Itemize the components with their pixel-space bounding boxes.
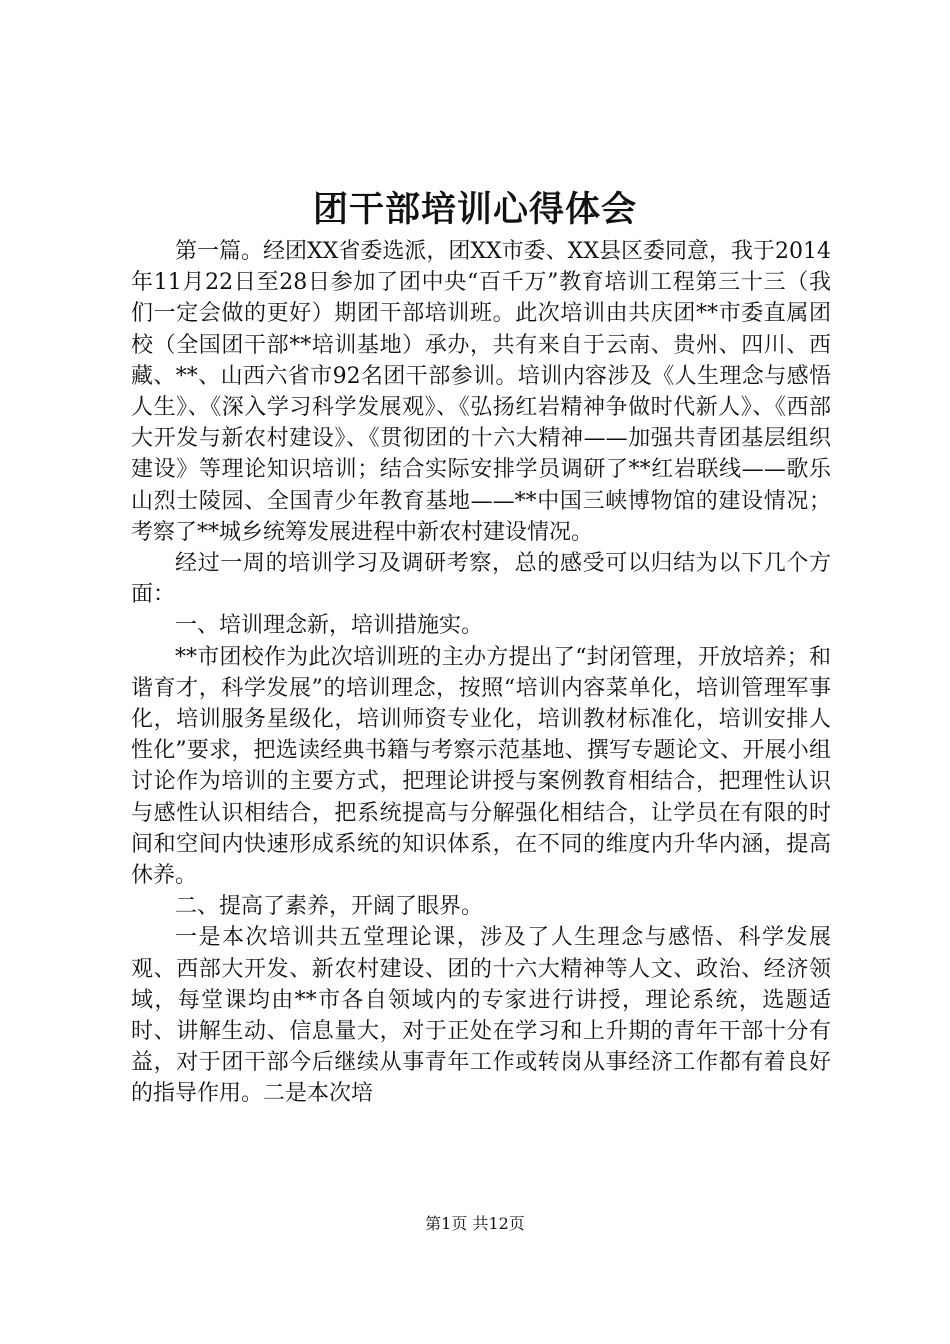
document-title: 团干部培训心得体会	[312, 190, 637, 230]
section-heading-1: 一、培训理念新，培训措施实。	[175, 613, 484, 639]
paragraph-1: 第一篇。经团XX省委选派，团XX市委、XX县区委同意，我于2014年11月22日至28日参加了团中央“百千万”教育培训工程第三十三（我们一定会做的更好）期团干部培训班。此次培训由共庆团**市委直属团校（全国团干部**培训基地）承办，共有来自于云南、贵州、四川、西藏、**、山西六省市92名团干部参训。培训内容涉及《人生理念与感悟人生》、《深入学习科学发展观》、《弘扬红岩精神争做时代新人》、《西部大开发与新农村建设》、《贯彻团的十六大精神——加强共青团基层组织建设》等理论知识培训；结合实际安排学员调研了**红岩联线——歌乐山烈士陵园、全国青少年教育基地——**中国三峡博物馆的建设情况；考察了**城乡统筹发展进程中新农村建设情况。	[131, 239, 831, 545]
paragraph-4: 一是本次培训共五堂理论课，涉及了人生理念与感悟、科学发展观、西部大开发、新农村建设、团的十六大精神等人文、政治、经济领域，每堂课均由**市各自领域内的专家进行讲授，理论系统，选题适时、讲解生动、信息量大，对于正处在学习和上升期的青年干部十分有益，对于团干部今后继续从事青年工作或转岗从事经济工作都有着良好的指导作用。二是本次培	[131, 925, 831, 1107]
paragraph-3: **市团校作为此次培训班的主办方提出了“封闭管理，开放培养；和谐育才，科学发展”的培训理念，按照“培训内容菜单化，培训管理军事化，培训服务星级化，培训师资专业化，培训教材标准化，培训安排人性化”要求，把选读经典书籍与考察示范基地、撰写专题论文、开展小组讨论作为培训的主要方式，把理论讲授与案例教育相结合，把理性认识与感性认识相结合，把系统提高与分解强化相结合，让学员在有限的时间和空间内快速形成系统的知识体系，在不同的维度内升华内涵，提高休养。	[131, 644, 831, 889]
page-number-footer: 第1页 共12页	[425, 1214, 525, 1233]
document-body	[131, 236, 831, 1110]
paragraph-2: 经过一周的培训学习及调研考察，总的感受可以归结为以下几个方面：	[131, 551, 831, 608]
section-heading-2: 二、提高了素养，开阔了眼界。	[175, 894, 484, 920]
